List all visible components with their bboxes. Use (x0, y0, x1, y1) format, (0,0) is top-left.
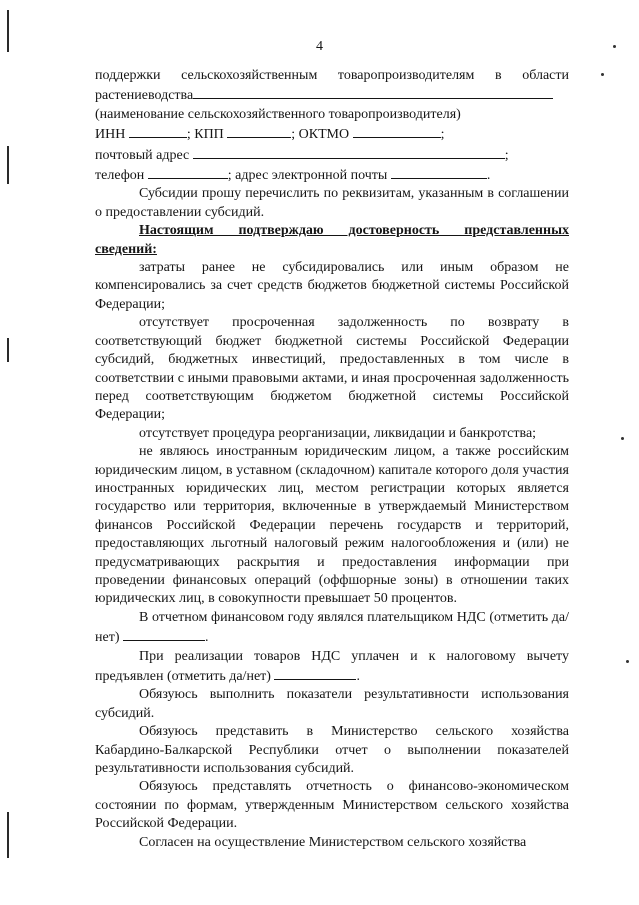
scan-edge-mark (7, 812, 9, 858)
subsidy-transfer-paragraph: Субсидии прошу перечислить по реквизитам, указанным в соглашении о предоставлении субсидий. (95, 186, 569, 220)
vat-deduction-field[interactable] (274, 666, 356, 680)
financial-report-paragraph: Обязуюсь представлять отчетность о финансово-экономическом состоянии по формам, утвержденным Министерством сельского хозяйства Российской Федерации. (95, 779, 569, 832)
oktmo-label: ; ОКТМО (291, 127, 350, 143)
scan-edge-mark (7, 338, 9, 362)
row-semicolon: ; (440, 127, 445, 143)
no-overdue-debt-item: отсутствует просроченная задолженность по возврату в соответствующий бюджет бюджетной системы Российской Федерации субсидий, бюджетных инвестиций, предоставленных в том числе в соответствии с иными правовыми актами, и иная просроченная задолженность перед соответствующим бюджетом бюджетной системы Российской Федерации; (95, 315, 569, 423)
scan-edge-mark (7, 146, 9, 184)
report-obligation-paragraph: Обязуюсь представить в Министерство сельского хозяйства Кабардино-Балкарской Республики отчет о выполнении показателей результативности использования субсидий. (95, 724, 569, 777)
oktmo-field[interactable] (353, 124, 441, 138)
not-foreign-entity-item: не являюсь иностранным юридическим лицом, а также российским юридическим лицом, в уставном (складочном) капитале которого доля участия иностранных юридических лиц, местом регистрации которых является государство или территория, включенные в утверждаемый Министерством финансов Российской Федерации перечень государств и территорий, предоставляющих льготный налоговый режим налогообложения и (или) не предусматривающих раскрытия и предоставления информации при проведении финансовых операций (оффшорные зоны) в отношении таких юридических лиц, в совокупности превышает 50 процентов. (95, 444, 569, 607)
producer-name-field[interactable] (193, 85, 553, 99)
scan-dust-mark (621, 437, 624, 440)
page-number: 4 (316, 39, 323, 54)
row-semicolon: ; (504, 147, 509, 163)
postal-address-label: почтовый адрес (95, 147, 190, 163)
email-field[interactable] (391, 165, 487, 179)
phone-email-row (95, 165, 569, 185)
support-text: поддержки сельскохозяйственным товаропроизводителям в области растениеводства (95, 68, 569, 104)
scan-dust-mark (626, 660, 629, 663)
row-period: . (356, 669, 360, 684)
inn-field[interactable] (129, 124, 187, 138)
row-period: . (205, 630, 209, 646)
ministry-consent-paragraph: Согласен на осуществление Министерством сельского хозяйства (139, 834, 527, 850)
kpp-field[interactable] (227, 124, 291, 138)
email-label: ; адрес электронной почты (227, 168, 388, 184)
phone-label: телефон (95, 168, 145, 184)
document-body (95, 67, 569, 852)
vat-deduction-text: При реализации товаров НДС уплачен и к налоговому вычету предъявлен (отметить да/нет) (95, 648, 569, 684)
support-paragraph (95, 67, 569, 106)
vat-payer-field[interactable] (123, 627, 205, 641)
costs-not-subsidized-item: затраты ранее не субсидировались или иным образом не компенсировались за счет средств бюджетов бюджетной системы Российской Федерации; (95, 260, 569, 312)
inn-kpp-oktmo-row (95, 124, 569, 144)
performance-obligation-paragraph: Обязуюсь выполнить показатели результативности использования субсидий. (95, 687, 569, 721)
inn-label: ИНН (95, 127, 126, 143)
confirmation-heading: Настоящим подтверждаю достоверность представленных сведений: (95, 223, 569, 257)
phone-field[interactable] (148, 165, 228, 179)
vat-payer-text: В отчетном финансовом году являлся плательщиком НДС (отметить да/нет) (95, 609, 569, 646)
scan-dust-mark (601, 73, 604, 76)
postal-address-field[interactable] (193, 145, 505, 159)
vat-payer-paragraph (95, 609, 569, 648)
postal-address-row (95, 145, 569, 165)
kpp-label: ; КПП (186, 127, 224, 143)
vat-deduction-paragraph (95, 648, 569, 687)
producer-name-caption: (наименование сельскохозяйственного товаропроизводителя) (95, 106, 461, 122)
no-bankruptcy-item: отсутствует процедура реорганизации, ликвидации и банкротства; (139, 425, 537, 441)
row-period: . (486, 168, 491, 184)
